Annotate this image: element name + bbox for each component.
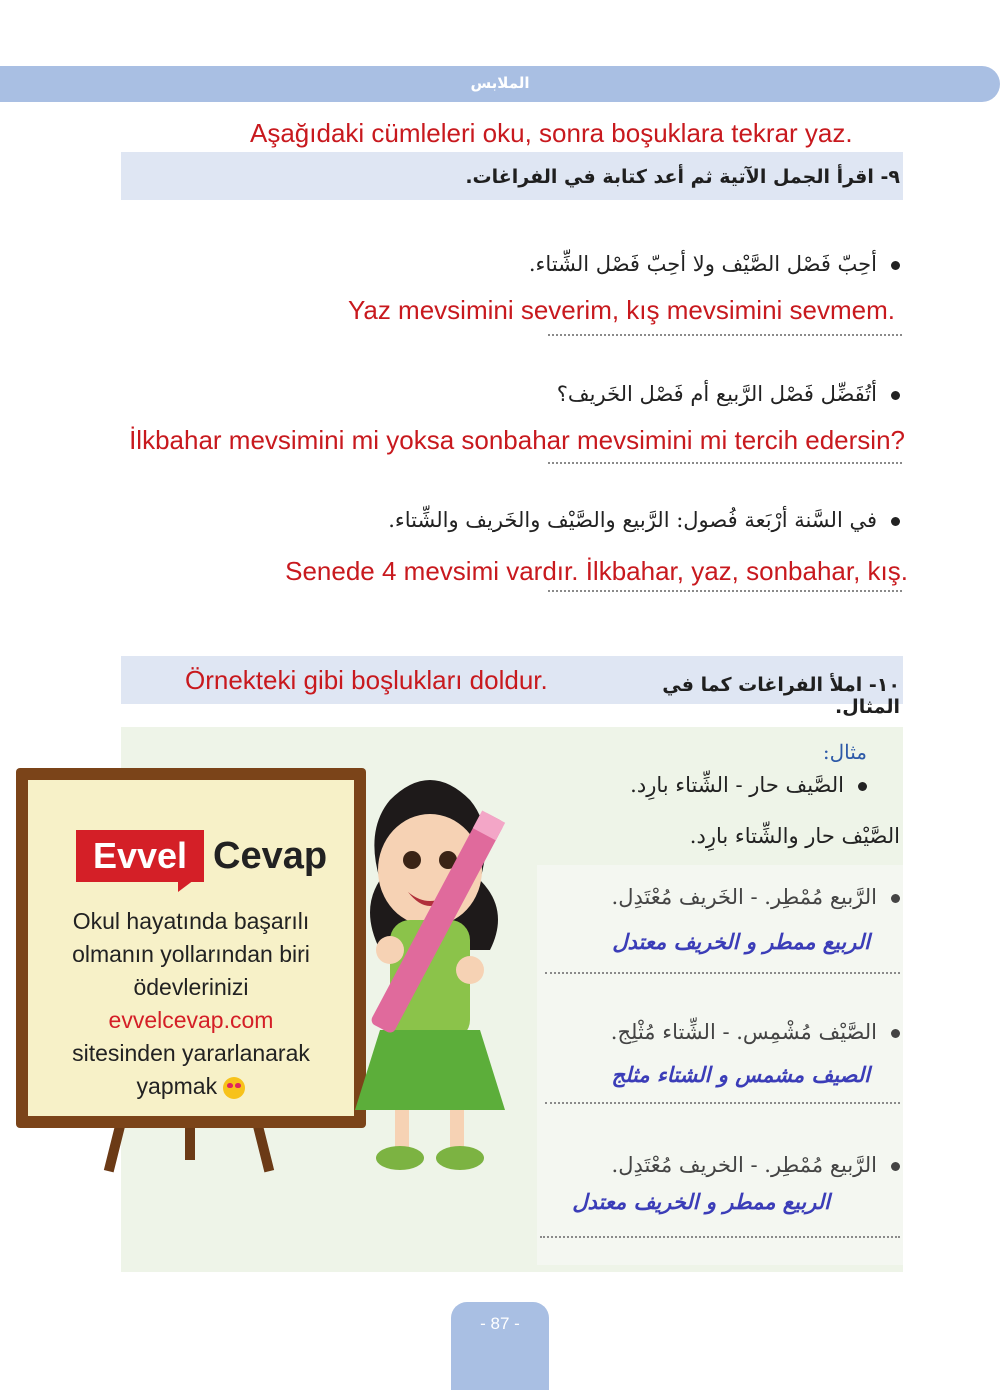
example-item (487, 773, 867, 797)
q10-item-1-text: الرَّبيع مُمْطِر. - الخَريف مُعْتَدِل. (611, 885, 877, 909)
q10-arabic-instruction: ١٠- املأ الفراغات كما في المثال. (662, 674, 900, 718)
q9-answer-2[interactable]: İlkbahar mevsimini mi yoksa sonbahar mevsimini mi tercih edersin? (129, 425, 905, 455)
bullet-icon (891, 1162, 900, 1171)
chapter-title: الملابس (470, 74, 530, 92)
q9-item-3 (200, 508, 900, 532)
answer-line (545, 972, 900, 974)
ad-line-1: Okul hayatında başarılı (72, 908, 310, 934)
q10-item-2-text: الصَّيْف مُشْمِس. - الشِّتاء مُثْلِج. (610, 1020, 877, 1044)
logo-cevap: Cevap (213, 835, 328, 877)
ad-message (28, 905, 354, 1103)
q10-item-1 (560, 885, 900, 909)
page-number: - 87 - (480, 1314, 520, 1333)
ad-line-5 (28, 1070, 354, 1103)
q9-item-2 (200, 382, 900, 406)
ad-board-surface (28, 780, 354, 1116)
bullet-icon (891, 391, 900, 400)
q10-answer-3[interactable]: الربيع ممطر و الخريف معتدل (572, 1190, 830, 1214)
answer-line (540, 1236, 900, 1238)
q9-turkish-instruction: Aşağıdaki cümleleri oku, sonra boşuklara tekrar yaz. (250, 118, 853, 148)
girl-with-pencil-illustration (320, 760, 540, 1180)
q9-item-1 (200, 252, 900, 276)
ad-board (16, 768, 366, 1128)
answer-line (548, 590, 902, 592)
bullet-icon (891, 261, 900, 270)
bullet-icon (858, 782, 867, 791)
q9-item-1-text: أحِبّ فَصْل الصَّيْف ولا أحِبّ فَصْل الشِّتاء. (528, 252, 877, 276)
ad-line-5-text: yapmak (136, 1073, 218, 1099)
q10-item-2 (560, 1020, 900, 1044)
bullet-icon (891, 894, 900, 903)
example-item-text: الصَّيف حار - الشِّتاء بارِد. (630, 773, 844, 797)
q10-answer-1[interactable]: الربيع ممطر و الخريف معتدل (612, 930, 870, 954)
heart-eyes-emoji-icon (223, 1077, 245, 1099)
q9-answer-1[interactable]: Yaz mevsimini severim, kış mevsimini sevmem. (347, 295, 895, 325)
bullet-icon (891, 517, 900, 526)
example-label: مثال: (822, 740, 867, 764)
logo-speech-tail (178, 880, 194, 892)
q9-answer-3[interactable]: Senede 4 mevsimi vardır. İlkbahar, yaz, sonbahar, kış. (285, 556, 908, 586)
answer-line (545, 1102, 900, 1104)
example-answer: الصَّيْف حار والشِّتاء بارِد. (689, 824, 900, 848)
ad-line-2: olmanın yollarından biri (72, 941, 310, 967)
q10-turkish-instruction: Örnekteki gibi boşlukları doldur. (185, 665, 548, 695)
q10-answer-2[interactable]: الصيف مشمس و الشتاء مثلج (611, 1063, 870, 1087)
answer-line (548, 462, 902, 464)
ad-line-3: ödevlerinizi (133, 974, 249, 1000)
q9-item-2-text: أتُفَضِّل فَصْل الرَّبيع أم فَصْل الخَريف؟ (556, 382, 877, 406)
answer-line (548, 334, 902, 336)
logo-evvel: Evvel (76, 830, 204, 882)
ad-line-4: sitesinden yararlanarak (72, 1040, 310, 1066)
q9-arabic-instruction: ٩- اقرأ الجمل الآتية ثم أعد كتابة في الفراغات. (465, 166, 900, 188)
bullet-icon (891, 1029, 900, 1038)
q10-item-3-text: الرَّبيع مُمْطِر. - الخريف مُعْتَدِل. (611, 1153, 877, 1177)
q9-item-3-text: في السَّنة أرْبَعة فُصول: الرَّبيع والصَّيْف والخَريف والشِّتاء. (388, 508, 877, 532)
q10-item-3 (560, 1153, 900, 1177)
ad-link[interactable]: evvelcevap.com (108, 1007, 274, 1033)
